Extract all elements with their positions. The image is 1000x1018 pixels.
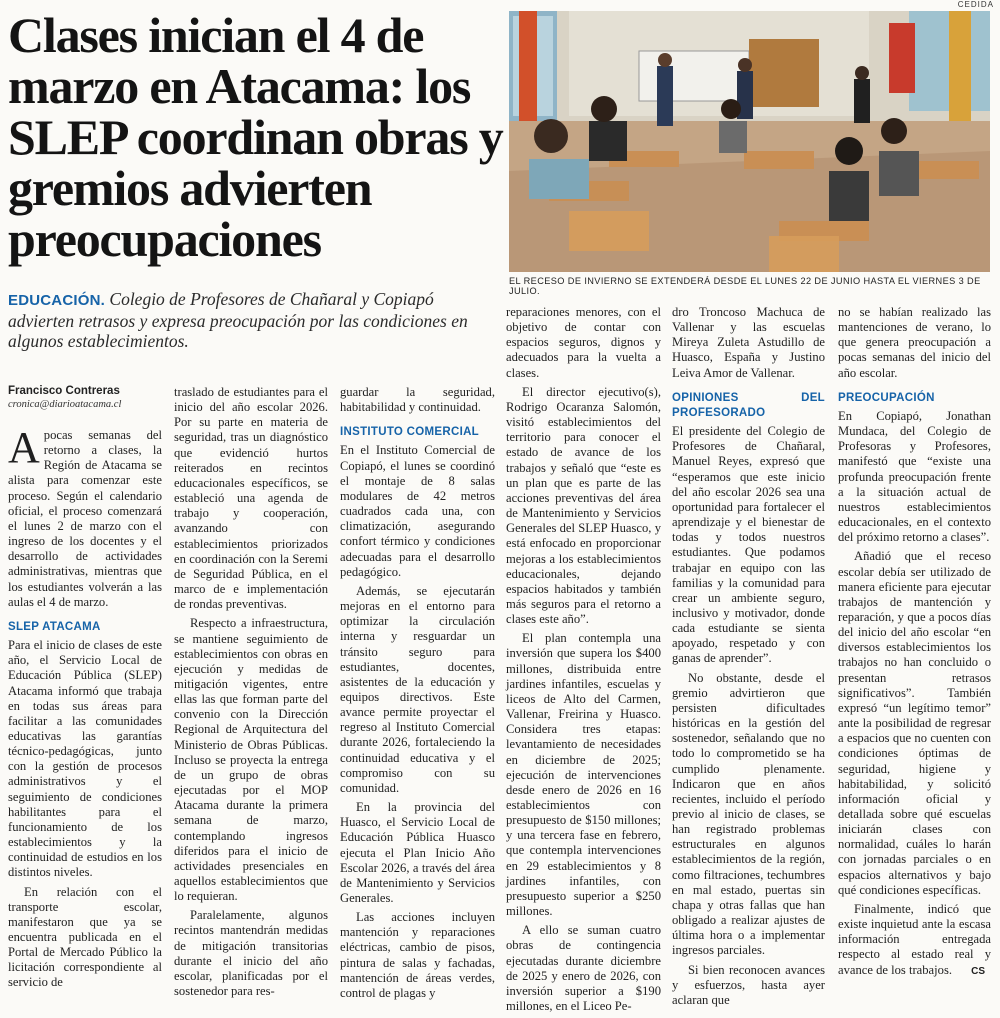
body-paragraph: En la provincia del Huasco, el Servicio Local de Educación Pública Huasco ejecuta el Plan Inicio Año Escolar 2026, a través del área de Mantenimiento y Servicios Generales. xyxy=(340,800,495,905)
article-column-4 xyxy=(506,305,661,1018)
body-paragraph: El director ejecutivo(s), Rodrigo Ocaranza Salomón, visitó establecimientos del territorio para conocer el estado de avance de los trabajos y señaló que “este es un plan que es parte de las acciones preventivas del área de Mantenimiento y Servicios Generales del SLEP Huasco, y está enfocado en proporcionar mejoras a los establecimientos educacionales, dejando espacios habitados y también más seguros para el retorno a clases este año”. xyxy=(506,384,661,627)
section-kicker: EDUCACIÓN. xyxy=(8,292,106,309)
body-paragraph: A pocas semanas del retorno a clases, la Región de Atacama se alista para comenzar este proceso. Según el calendario oficial, el proceso comenzará el lunes 2 de marzo con el ingreso de los docentes y el desarrollo de actividades administrativas, mientras que los estudiantes volverán a las aulas el 4 de marzo. xyxy=(8,423,162,609)
body-paragraph: Las acciones incluyen mantención y reparaciones eléctricas, cambio de pisos, pintura de salas y fachadas, mantención de áreas verdes, control de plagas y xyxy=(340,910,495,1000)
body-paragraph: A ello se suman cuatro obras de contingencia ejecutadas durante diciembre de 2025 y enero de 2026, con inversión superior a $190 millones, en el Liceo Pe- xyxy=(506,923,661,1014)
article-column-6 xyxy=(838,305,991,983)
classroom-photo xyxy=(509,11,990,272)
body-paragraph: Para el inicio de clases de este año, el Servicio Local de Educación Pública (SLEP) Atacama informó que trabaja en todas sus áreas para facilitar a las comunidades educativas las garantías técnico-pedagógicas, junto con la gestión de procesos administrativos y el seguimiento de condiciones habilitantes para el funcionamiento de los establecimientos y la continuidad de estudios en los distintos niveles. xyxy=(8,638,162,880)
body-paragraph: reparaciones menores, con el objetivo de contar con espacios seguros, dignos y adecuados para la vuelta a clases. xyxy=(506,305,661,380)
body-paragraph: traslado de estudiantes para el inicio del año escolar 2026. Por su parte en materia de seguridad, tras un diagnóstico que evidenció hurtos reiterados en recintos educacionales específicos, se estableció una agenda de trabajo y cooperación, avanzando con establecimientos priorizados en coordinación con la Seremi de Seguridad Pública, en el marco de e implementación de rondas preventivas. xyxy=(174,385,328,612)
subhead-opiniones: OPINIONES DEL PROFESORADO xyxy=(672,391,825,419)
subhead-preocupacion: PREOCUPACIÓN xyxy=(838,391,935,404)
article-column-1 xyxy=(8,423,162,995)
body-paragraph: guardar la seguridad, habitabilidad y continuidad. xyxy=(340,385,495,415)
byline xyxy=(8,385,121,410)
body-paragraph: En Copiapó, Jonathan Mundaca, del Colegio de Profesoras y Profesores, manifestó que “existe una profunda preocupación frente a la situación actual de nuestros establecimientos educacionales, en el contexto del próximo retorno a clases”. xyxy=(838,408,991,545)
body-paragraph: No obstante, desde el gremio advirtieron que persisten dificultades históricas en la gestión del sostenedor, señalando que no todo lo comprometido se ha cumplido plenamente. Indicaron que en años recientes, incluido el período previo al inicio de clases, se han registrado problemas estructurales en algunos establecimientos de la región, como filtraciones, techumbres en mal estado, puertas sin chapa y otras fallas que han obligado a realizar ajustes de última hora o a implementar ingresos parciales. xyxy=(672,670,825,958)
photo-credit: CEDIDA xyxy=(957,0,994,9)
body-paragraph: El presidente del Colegio de Profesores de Chañaral, Manuel Reyes, expresó que “esperamos que este inicio del año escolar 2026 sea una oportunidad para fortalecer el aprendizaje y el bienestar de todas y todos nuestros estudiantes. Que podamos trabajar en equipo con las familias y la comunidad para crear un ambiente seguro, inclusivo y motivador, donde cada estudiante se sienta apoyado, respetado y con ganas de aprender”. xyxy=(672,424,825,666)
body-paragraph: En el Instituto Comercial de Copiapó, el lunes se coordinó el montaje de 8 salas modulares de 42 metros cuadrados cada una, con climatización, asegurando confort térmico y condiciones adecuadas para el desarrollo pedagógico. xyxy=(340,443,495,579)
article-column-5 xyxy=(672,305,825,1012)
body-paragraph: Además, se ejecutarán mejoras en el entorno para optimizar la circulación interna y resguardar un tránsito seguro para estudiantes, docentes, asistentes de la educación y equipos directivos. Este avance permite proyectar el regreso al Instituto Comercial durante 2026, fortaleciendo la continuidad educativa y el compromiso con su comunidad. xyxy=(340,583,495,795)
subhead-slep-atacama: SLEP ATACAMA xyxy=(8,620,101,633)
body-paragraph: Si bien reconocen avances y esfuerzos, hasta ayer aclaran que xyxy=(672,962,825,1007)
body-paragraph: Paralelamente, algunos recintos mantendrán medidas de mitigación transitorias durante el inicio del año escolar, planificadas por el sostenedor para res- xyxy=(174,908,328,999)
body-paragraph: En relación con el transporte escolar, manifestaron que ya se encuentra publicada en el Portal de Mercado Público la licitación correspondiente al servicio de xyxy=(8,884,162,990)
author-email: cronica@diarioatacama.cl xyxy=(8,399,122,410)
photo-caption: EL RECESO DE INVIERNO SE EXTENDERÁ DESDE EL LUNES 22 DE JUNIO HASTA EL VIERNES 3 DE JULIO. xyxy=(509,276,981,296)
lead-text: Colegio de Profesores de Chañaral y Copiapó advierten retrasos y expresa preocupación por las condiciones en algunos establecimientos. xyxy=(8,289,468,351)
body-paragraph: dro Troncoso Machuca de Vallenar y las escuelas Mireya Zuleta Astudillo de Huasco, España y Justino Leiva Amor de Vallenar. xyxy=(672,305,825,380)
drop-cap: A xyxy=(8,423,40,472)
body-paragraph: Respecto a infraestructura, se mantiene seguimiento de establecimientos con obras en ejecución y medidas de mitigación vigentes, entre ellas las que forman parte del convenio con la Dirección Regional de Arquitectura del Ministerio de Obras Públicas. Incluso se proyecta la entrega de un grupo de obras ejecutadas por el MOP Atacama durante la primera semana de marzo, contemplando ingresos diferidos para el inicio de actividades presenciales en aquellos establecimientos que lo requieran. xyxy=(174,616,328,904)
lead-paragraph xyxy=(8,289,498,351)
headline: Clases inician el 4 de marzo en Atacama: los SLEP coordinan obras y gremios advierten preocupaciones xyxy=(8,7,503,267)
end-mark: CS xyxy=(971,965,986,977)
article-column-3 xyxy=(340,385,495,1005)
body-paragraph: Añadió que el receso escolar debía ser utilizado de manera eficiente para ejecutar trabajos de mantención y reparación, y que a pocos días del inicio del año escolar “en diversos establecimientos los trabajos no han concluido o presentan retrasos significativos”. También expresó “un legítimo temor” ante la posibilidad de regresar a espacios que no cuenten con condiciones óptimas de seguridad, higiene y habitabilidad, y solicitó información oficial y detallada sobre qué escuelas iniciarán clases con normalidad, cuáles lo harán con jornadas parciales o en espacios alternativos y bajo qué condiciones específicas. xyxy=(838,549,991,897)
author-name: Francisco Contreras xyxy=(8,385,120,397)
body-paragraph: Finalmente, indicó que existe inquietud ante la escasa información entregada respecto al estado real y avance de los trabajos. CS xyxy=(838,902,991,979)
subhead-instituto-comercial: INSTITUTO COMERCIAL xyxy=(340,426,480,439)
body-paragraph: no se habían realizado las mantenciones de verano, lo que genera preocupación a pocas semanas del inicio del año escolar. xyxy=(838,305,991,380)
body-paragraph: El plan contempla una inversión que supera los $400 millones, distribuida entre jardines infantiles, escuelas y liceos de Alto del Carmen, Vallenar, Freirina y Huasco. Considera tres etapas: levantamiento de necesidades en diciembre de 2025; ejecución de intervenciones desde enero de 2026 en 16 establecimientos con presupuesto de $150 millones; y una tercera fase en febrero, que contempla intervenciones en 29 establecimientos y 8 jardines infantiles, con presupuesto superior a $250 millones. xyxy=(506,631,661,919)
